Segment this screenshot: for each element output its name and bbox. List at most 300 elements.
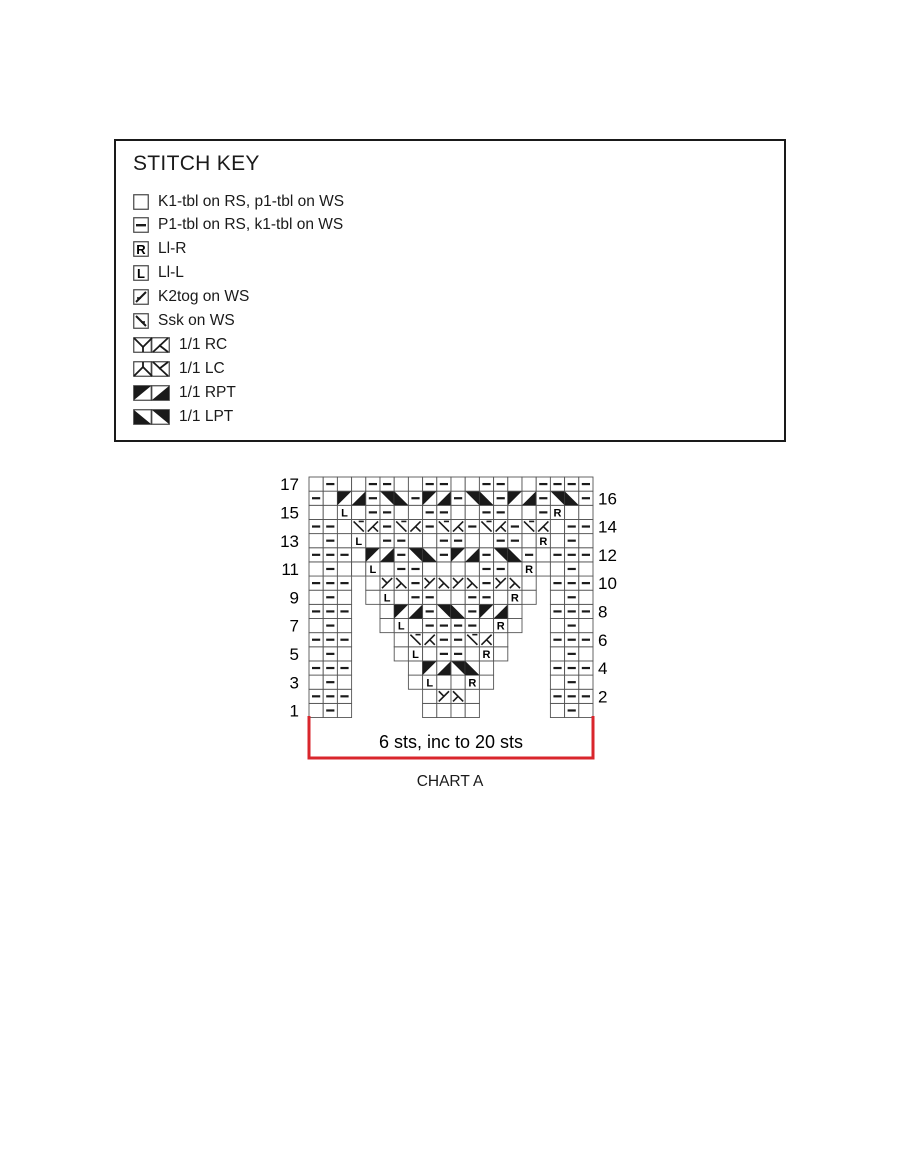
chart-grid xyxy=(309,477,593,718)
stitch-cell xyxy=(437,675,451,689)
key-item-label: K2tog on WS xyxy=(158,288,250,305)
stitch-cell xyxy=(451,505,465,519)
stitch-cell xyxy=(579,703,593,717)
stitch-cell xyxy=(579,491,593,505)
cell-border xyxy=(579,675,593,689)
cell-border xyxy=(550,534,564,548)
stitch-cell xyxy=(508,519,522,533)
stitch-cell xyxy=(337,534,351,548)
cell-border xyxy=(550,675,564,689)
stitch-cell xyxy=(479,619,493,633)
stitch-cell xyxy=(337,647,351,661)
stitch-cell xyxy=(380,534,394,548)
cell-border xyxy=(508,619,522,633)
lifted-inc-left: L xyxy=(426,677,434,690)
cell-border xyxy=(536,562,550,576)
stitch-cell xyxy=(366,491,380,505)
stitch-cell xyxy=(366,562,380,576)
stitch-cell xyxy=(465,548,479,562)
cell-border xyxy=(451,477,465,491)
cell-border xyxy=(394,647,408,661)
stitch-cell xyxy=(465,562,479,576)
stitch-cell xyxy=(465,619,479,633)
stitch-cell xyxy=(508,477,522,491)
stitch-cell xyxy=(579,505,593,519)
stitch-cell xyxy=(323,576,337,590)
cell-border xyxy=(423,534,437,548)
stitch-cell xyxy=(394,604,408,618)
stitch-cell xyxy=(323,534,337,548)
stitch-cell xyxy=(366,590,380,604)
stitch-cell xyxy=(423,633,437,647)
stitch-cell xyxy=(465,590,479,604)
stitch-cell xyxy=(423,619,437,633)
cell-border xyxy=(494,647,508,661)
stitch-cell xyxy=(465,477,479,491)
key-item-label: P1-tbl on RS, k1-tbl on WS xyxy=(158,216,344,233)
stitch-cell xyxy=(323,604,337,618)
cell-border xyxy=(579,534,593,548)
stitch-cell xyxy=(451,477,465,491)
lifted-inc-left: L xyxy=(369,564,377,577)
stitch-cell xyxy=(494,604,508,618)
cell-border xyxy=(479,534,493,548)
cell-border xyxy=(309,534,323,548)
stitch-cell xyxy=(309,633,323,647)
cell-border xyxy=(337,703,351,717)
stitch-cell xyxy=(352,477,366,491)
stitch-cell xyxy=(536,519,550,533)
cell-border xyxy=(579,647,593,661)
stitch-cell xyxy=(522,491,536,505)
stitch-cell xyxy=(423,548,437,562)
key-item-label: Ll-L xyxy=(158,264,184,281)
stitch-cell xyxy=(394,477,408,491)
stitch-cell xyxy=(465,689,479,703)
stitch-cell xyxy=(337,689,351,703)
row-number-even: 10 xyxy=(598,574,617,594)
stitch-cell xyxy=(323,661,337,675)
stitch-cell xyxy=(579,519,593,533)
cell-border xyxy=(423,647,437,661)
stitch-cell xyxy=(579,534,593,548)
stitch-cell xyxy=(394,619,408,633)
stitch-cell xyxy=(394,534,408,548)
cell-border xyxy=(309,703,323,717)
svg-text:L: L xyxy=(137,266,145,281)
row-number-odd: 7 xyxy=(289,616,299,636)
stitch-cell xyxy=(380,491,394,505)
stitch-cell xyxy=(494,647,508,661)
cell-border xyxy=(579,590,593,604)
stitch-cell xyxy=(323,562,337,576)
stitch-cell xyxy=(522,576,536,590)
stitch-cell xyxy=(508,619,522,633)
stitch-cell xyxy=(479,562,493,576)
cell-border xyxy=(508,477,522,491)
lifted-inc-left: L xyxy=(355,535,363,548)
stitch-cell xyxy=(565,477,579,491)
stitch-cell xyxy=(437,689,451,703)
stitch-cell xyxy=(366,548,380,562)
stitch-cell xyxy=(380,505,394,519)
stitch-cell xyxy=(309,604,323,618)
cell-border xyxy=(451,562,465,576)
stitch-cell xyxy=(309,703,323,717)
cell-border xyxy=(408,477,422,491)
cell-border xyxy=(394,477,408,491)
stitch-cell xyxy=(408,633,422,647)
stitch-cell xyxy=(352,562,366,576)
stitch-cell xyxy=(309,675,323,689)
stitch-cell xyxy=(508,576,522,590)
stitch-cell xyxy=(408,477,422,491)
stitch-cell xyxy=(423,477,437,491)
stitch-cell xyxy=(352,505,366,519)
row-number-odd: 9 xyxy=(289,588,299,608)
stitch-cell xyxy=(451,590,465,604)
stitch-cell xyxy=(408,675,422,689)
cell-border xyxy=(465,534,479,548)
stitch-cell xyxy=(522,562,536,576)
stitch-cell xyxy=(565,689,579,703)
cell-border xyxy=(508,562,522,576)
stitch-cell xyxy=(494,562,508,576)
stitch-cell xyxy=(408,619,422,633)
stitch-cell xyxy=(494,576,508,590)
stitch-cell xyxy=(522,519,536,533)
stitch-cell xyxy=(366,505,380,519)
stitch-cell xyxy=(408,604,422,618)
stitch-cell xyxy=(494,505,508,519)
cell-border xyxy=(451,505,465,519)
stitch-cell xyxy=(565,647,579,661)
stitch-cell xyxy=(337,675,351,689)
cell-border xyxy=(522,505,536,519)
stitch-cell xyxy=(494,633,508,647)
row-number-even: 6 xyxy=(598,630,608,650)
stitch-cell xyxy=(536,534,550,548)
row-number-even: 14 xyxy=(598,517,617,537)
stitch-cell xyxy=(337,491,351,505)
stitch-cell xyxy=(366,576,380,590)
stitch-cell xyxy=(479,505,493,519)
cell-border xyxy=(550,703,564,717)
stitch-cell xyxy=(508,505,522,519)
stitch-cell xyxy=(394,548,408,562)
stitch-cell xyxy=(309,590,323,604)
stitch-cell xyxy=(565,519,579,533)
stitch-cell xyxy=(550,689,564,703)
stitch-cell xyxy=(579,689,593,703)
stitch-cell xyxy=(408,562,422,576)
stitch-cell xyxy=(479,604,493,618)
cell-border xyxy=(437,675,451,689)
cell-border xyxy=(366,576,380,590)
cell-border xyxy=(408,675,422,689)
cell-border xyxy=(366,534,380,548)
stitch-cell xyxy=(465,675,479,689)
cell-border xyxy=(451,590,465,604)
row-number-odd: 17 xyxy=(280,475,299,495)
stitch-cell xyxy=(309,477,323,491)
stitch-cell xyxy=(423,675,437,689)
cell-border xyxy=(323,505,337,519)
stitch-cell xyxy=(451,633,465,647)
cell-border xyxy=(437,703,451,717)
cell-border xyxy=(465,689,479,703)
stitch-cell xyxy=(352,519,366,533)
row-number-odd: 1 xyxy=(289,701,299,721)
stitch-cell xyxy=(309,689,323,703)
cell-border xyxy=(309,647,323,661)
stitch-cell xyxy=(437,534,451,548)
stitch-cell xyxy=(437,661,451,675)
stitch-cell xyxy=(479,576,493,590)
stitch-cell xyxy=(465,505,479,519)
stitch-cell xyxy=(579,661,593,675)
cell-border xyxy=(465,505,479,519)
stitch-cell xyxy=(451,647,465,661)
svg-text:R: R xyxy=(136,242,146,257)
row-number-even: 4 xyxy=(598,659,608,679)
stitch-cell xyxy=(451,491,465,505)
stitch-cell xyxy=(337,619,351,633)
lifted-inc-left: L xyxy=(341,507,348,520)
stitch-cell xyxy=(337,477,351,491)
row-number-even: 2 xyxy=(598,687,608,707)
stitch-cell xyxy=(380,519,394,533)
stitch-cell xyxy=(579,675,593,689)
stitch-cell xyxy=(423,562,437,576)
cell-border xyxy=(366,590,380,604)
key-item-label: 1/1 RPT xyxy=(179,384,236,401)
stitch-cell xyxy=(536,491,550,505)
cell-border xyxy=(423,562,437,576)
stitch-cell xyxy=(550,519,564,533)
stitch-cell xyxy=(550,590,564,604)
key-item-label: K1-tbl on RS, p1-tbl on WS xyxy=(158,193,345,210)
stitch-cell xyxy=(309,505,323,519)
stitch-cell xyxy=(394,633,408,647)
stitch-cell xyxy=(394,505,408,519)
cell-border xyxy=(550,647,564,661)
cell-border xyxy=(337,675,351,689)
stitch-cell xyxy=(479,548,493,562)
stitch-cell xyxy=(423,689,437,703)
stitch-cell xyxy=(579,590,593,604)
row-number-even: 8 xyxy=(598,602,608,622)
cell-border xyxy=(337,590,351,604)
stitch-cell xyxy=(522,505,536,519)
stitch-cell xyxy=(380,548,394,562)
stitch-cell xyxy=(494,519,508,533)
cell-border xyxy=(337,562,351,576)
stitch-cell xyxy=(565,534,579,548)
stitch-cell xyxy=(408,491,422,505)
stitch-cell xyxy=(352,548,366,562)
stitch-cell xyxy=(380,590,394,604)
cell-border xyxy=(408,661,422,675)
stitch-cell xyxy=(479,661,493,675)
stitch-cell xyxy=(550,477,564,491)
stitch-cell xyxy=(508,491,522,505)
stitch-cell xyxy=(380,562,394,576)
cell-border xyxy=(565,505,579,519)
cell-border xyxy=(352,562,366,576)
stitch-cell xyxy=(408,576,422,590)
cell-border xyxy=(579,703,593,717)
cell-border xyxy=(309,619,323,633)
stitch-cell xyxy=(565,604,579,618)
stitch-cell xyxy=(408,519,422,533)
stitch-cell xyxy=(408,534,422,548)
stitch-cell xyxy=(366,519,380,533)
stitch-cell xyxy=(337,505,351,519)
cell-border xyxy=(494,590,508,604)
cell-border xyxy=(323,491,337,505)
stitch-key-title: STITCH KEY xyxy=(133,152,260,175)
stitch-cell xyxy=(508,604,522,618)
cell-border xyxy=(437,590,451,604)
stitch-cell xyxy=(394,590,408,604)
stitch-cell xyxy=(494,534,508,548)
cell-border xyxy=(380,619,394,633)
cell-border xyxy=(479,661,493,675)
stitch-cell xyxy=(366,477,380,491)
stitch-cell xyxy=(579,619,593,633)
stitch-cell xyxy=(323,703,337,717)
cell-border xyxy=(309,590,323,604)
stitch-cell xyxy=(309,619,323,633)
stitch-cell xyxy=(423,661,437,675)
stitch-cell xyxy=(451,604,465,618)
stitch-cell xyxy=(508,562,522,576)
stitch-cell xyxy=(465,519,479,533)
cell-border xyxy=(494,633,508,647)
cell-border xyxy=(451,703,465,717)
cell-border xyxy=(309,477,323,491)
stitch-cell xyxy=(565,590,579,604)
stitch-cell xyxy=(565,576,579,590)
stitch-cell xyxy=(451,562,465,576)
stitch-cell xyxy=(451,548,465,562)
stitch-cell xyxy=(465,534,479,548)
stitch-cell xyxy=(437,491,451,505)
stitch-cell xyxy=(309,548,323,562)
stitch-cell xyxy=(437,519,451,533)
stitch-cell xyxy=(465,661,479,675)
stitch-cell xyxy=(536,548,550,562)
cell-border xyxy=(394,505,408,519)
cell-border xyxy=(423,689,437,703)
lifted-inc-right: R xyxy=(496,620,505,633)
stitch-cell xyxy=(465,633,479,647)
lifted-inc-right: R xyxy=(482,648,491,661)
stitch-cell xyxy=(394,491,408,505)
row-number-odd: 13 xyxy=(280,531,299,551)
cell-border xyxy=(522,534,536,548)
stitch-cell xyxy=(323,505,337,519)
stitch-cell xyxy=(423,604,437,618)
cell-border xyxy=(451,675,465,689)
stitch-cell xyxy=(565,675,579,689)
stitch-cell xyxy=(394,519,408,533)
stitch-cell xyxy=(479,647,493,661)
stitch-cell xyxy=(309,491,323,505)
cell-border xyxy=(337,519,351,533)
stitch-cell xyxy=(508,534,522,548)
stitch-cell xyxy=(479,534,493,548)
stitch-cell xyxy=(366,534,380,548)
stitch-cell xyxy=(337,519,351,533)
stitch-cell xyxy=(550,619,564,633)
stitch-cell xyxy=(408,548,422,562)
cell-border xyxy=(394,590,408,604)
stitch-cell xyxy=(437,604,451,618)
stitch-cell xyxy=(423,505,437,519)
cell-border xyxy=(337,534,351,548)
chart-title: CHART A xyxy=(416,773,484,790)
stitch-cell xyxy=(437,703,451,717)
stitch-cell xyxy=(479,590,493,604)
stitch-cell xyxy=(323,519,337,533)
stitch-cell xyxy=(323,689,337,703)
stitch-cell xyxy=(522,534,536,548)
stitch-cell xyxy=(309,661,323,675)
cell-border xyxy=(352,477,366,491)
lifted-inc-right: R xyxy=(468,677,477,690)
stitch-cell xyxy=(479,477,493,491)
stitch-cell xyxy=(565,619,579,633)
key-item-label: Ll-R xyxy=(158,240,187,257)
cell-border xyxy=(309,505,323,519)
stitch-cell xyxy=(451,661,465,675)
stitch-cell xyxy=(565,491,579,505)
stitch-cell xyxy=(550,548,564,562)
stitch-cell xyxy=(451,519,465,533)
cell-border xyxy=(309,562,323,576)
stitch-cell xyxy=(337,703,351,717)
stitch-cell xyxy=(352,534,366,548)
stitch-cell xyxy=(323,633,337,647)
cell-border xyxy=(508,505,522,519)
stitch-cell xyxy=(423,590,437,604)
stitch-cell xyxy=(337,633,351,647)
stitch-cell xyxy=(323,590,337,604)
stitch-cell xyxy=(423,647,437,661)
stitch-count-bracket xyxy=(309,716,593,758)
stitch-cell xyxy=(579,633,593,647)
lifted-inc-right: R xyxy=(539,535,548,548)
stitch-cell xyxy=(451,619,465,633)
stitch-cell xyxy=(579,647,593,661)
stitch-cell xyxy=(423,534,437,548)
cell-border xyxy=(479,619,493,633)
cell-border xyxy=(408,619,422,633)
stitch-cell xyxy=(494,590,508,604)
cell-border xyxy=(550,590,564,604)
stitch-cell xyxy=(437,633,451,647)
cell-border xyxy=(352,548,366,562)
stitch-cell xyxy=(451,675,465,689)
cell-border xyxy=(408,534,422,548)
stitch-cell xyxy=(579,576,593,590)
stitch-cell xyxy=(380,477,394,491)
stitch-cell xyxy=(408,647,422,661)
stitch-cell xyxy=(423,703,437,717)
stitch-cell xyxy=(550,633,564,647)
